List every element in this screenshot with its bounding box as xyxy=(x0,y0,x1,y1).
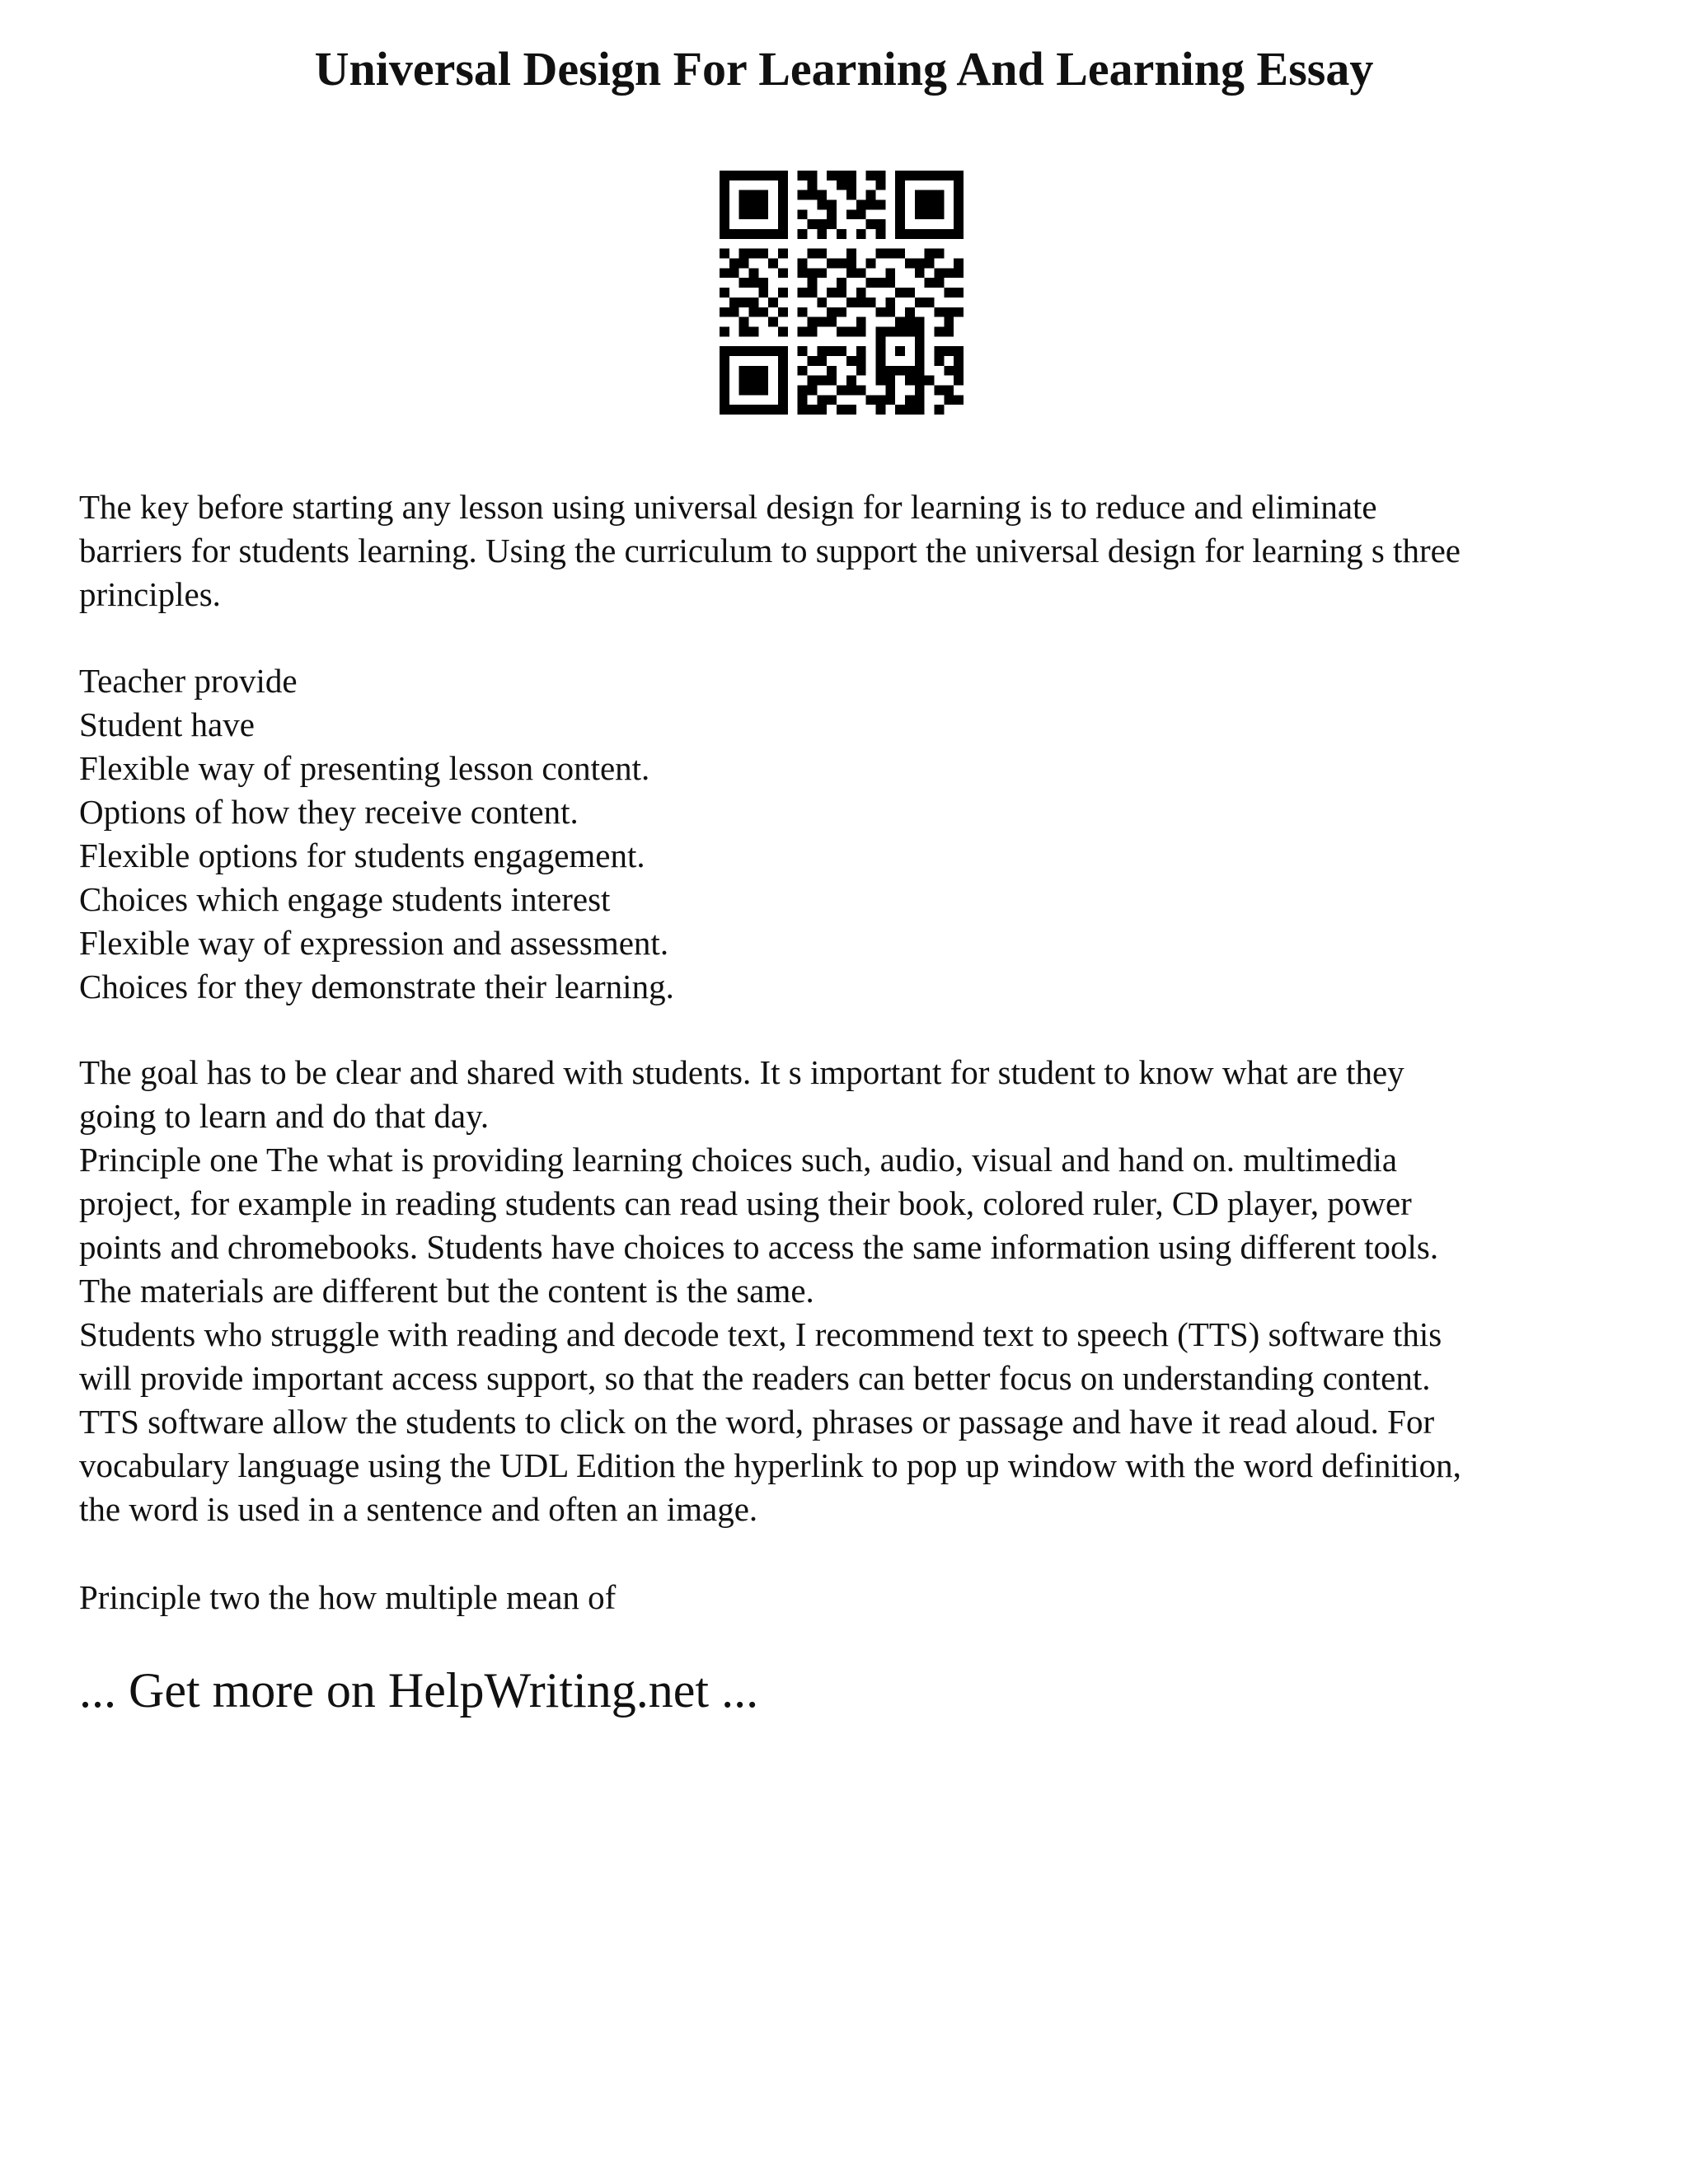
paragraph-list: Teacher provide Student have Flexible way of presenting lesson content. Options of how they receive content. Flexible options for students engagement. Choices which engage students interest Flexible way of expression and assessment. Choices for they demonstrate their learning. xyxy=(79,662,674,1005)
document-title: Universal Design For Learning And Learning Essay xyxy=(314,42,1374,96)
paragraph-principle-two: Principle two the how multiple mean of xyxy=(79,1578,617,1616)
qr-code-icon xyxy=(720,171,964,415)
paragraph-principle-one: The goal has to be clear and shared with students. It s important for student to know what are they going to learn and do that day. Principle one The what is providing learning choices such, audio, visual and hand on. multimedia project, for example in reading students can read using their book, colored ruler, CD player, power points and chromebooks. Students have choices to access the same information using different tools. The materials are different but the content is the same. Students who struggle with reading and decode text, I recommend text to speech (TTS) software this will provide important access support, so that the readers can better focus on understanding content. TTS software allow the students to click on the word, phrases or passage and have it read aloud. For vocabulary language using the UDL Edition the hyperlink to pop up window with the word definition, the word is used in a sentence and often an image. xyxy=(79,1053,1461,1528)
paragraph-intro: The key before starting any lesson using universal design for learning is to reduce and eliminate barriers for students learning. Using the curriculum to support the universal design for learning s three principles. xyxy=(79,488,1461,613)
get-more-link[interactable]: ... Get more on HelpWriting.net ... xyxy=(79,1663,759,1718)
